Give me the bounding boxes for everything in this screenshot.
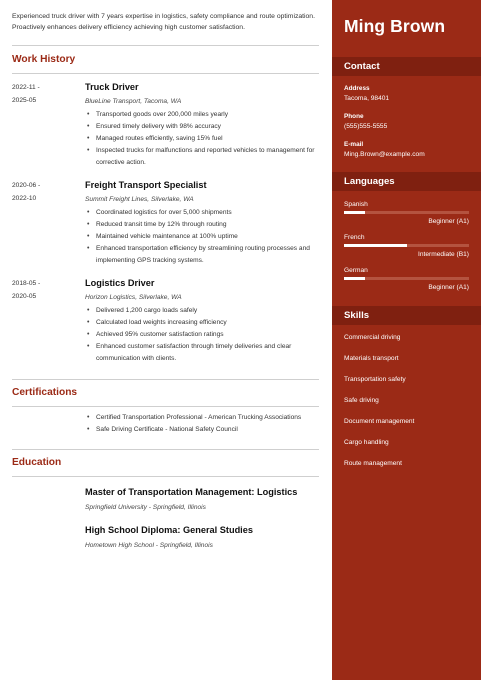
main-column	[12, 12, 319, 551]
contact-block	[332, 84, 481, 160]
languages-block	[332, 200, 481, 292]
section-title-contact: Contact	[344, 61, 380, 72]
job-entry	[12, 81, 319, 169]
section-title-education: Education	[12, 457, 62, 469]
education-school: Hometown High School - Springfield, Illinois	[85, 542, 213, 550]
education-entry	[85, 524, 319, 551]
divider	[12, 449, 319, 450]
job-bullet: • Ensured timely delivery with 98% accuracy	[85, 121, 319, 133]
job-bullets	[85, 109, 319, 169]
job-entry	[12, 277, 319, 365]
job-bullet: • Enhanced transportation efficiency by streamlining routing processes and implementing GPS tracking systems.	[85, 243, 319, 267]
sidebar	[332, 0, 481, 680]
job-bullet: • Achieved 95% customer satisfaction ratings	[85, 329, 319, 341]
candidate-name: Ming Brown	[344, 16, 446, 36]
job-company: Horizon Logistics, Silverlake, WA	[85, 294, 182, 302]
job-date-end: 2020-05	[12, 293, 37, 301]
job-company: Summit Freight Lines, Silverlake, WA	[85, 196, 194, 204]
job-dates	[12, 179, 85, 267]
language-level: Beginner (A1)	[428, 218, 469, 225]
job-date-end: 2022-10	[12, 195, 37, 203]
job-dates	[12, 277, 85, 365]
language-name: French	[344, 234, 365, 241]
certification-item: • Certified Transportation Professional - American Trucking Associations	[85, 412, 319, 424]
job-bullet: • Inspected trucks for malfunctions and reported vehicles to management for corrective action.	[85, 145, 319, 169]
section-title-work-history: Work History	[12, 54, 76, 66]
skill-item: Cargo handling	[344, 439, 389, 446]
skill-item: Commercial driving	[344, 334, 401, 341]
phone-value: (555)555-5555	[344, 123, 388, 130]
section-header-skills	[332, 306, 481, 325]
section-header-contact	[332, 57, 481, 76]
job-date-start: 2022-11 -	[12, 84, 40, 92]
job-bullet: • Managed routes efficiently, saving 15% fuel	[85, 133, 319, 145]
language-proficiency-fill	[344, 211, 365, 214]
divider	[12, 379, 319, 380]
skill-item: Safe driving	[344, 397, 379, 404]
language-proficiency-fill	[344, 277, 365, 280]
skill-item: Route management	[344, 460, 402, 467]
skill-item: Transportation safety	[344, 376, 406, 383]
job-date-end: 2025-05	[12, 97, 37, 105]
language-name: Spanish	[344, 201, 368, 208]
language-name: German	[344, 267, 368, 274]
job-bullet: • Enhanced customer satisfaction through timely deliveries and clear communication with clients.	[85, 341, 319, 365]
job-date-start: 2020-06 -	[12, 182, 41, 190]
language-proficiency-bar	[344, 211, 469, 214]
language-level: Beginner (A1)	[428, 284, 469, 291]
job-dates	[12, 81, 85, 169]
phone-label: Phone	[344, 113, 364, 120]
section-title-certifications: Certifications	[12, 387, 78, 399]
education-entry	[85, 486, 319, 513]
job-date-start: 2018-05 -	[12, 280, 41, 288]
education-degree: High School Diploma: General Studies	[85, 525, 253, 536]
certification-item: • Safe Driving Certificate - National Safety Council	[85, 424, 319, 436]
job-title: Logistics Driver	[85, 278, 155, 289]
job-title: Truck Driver	[85, 82, 139, 93]
language-level: Intermediate (B1)	[418, 251, 469, 258]
divider	[12, 406, 319, 407]
job-bullet: • Reduced transit time by 12% through routing	[85, 219, 319, 231]
job-entry	[12, 179, 319, 267]
email-label: E-mail	[344, 141, 364, 148]
job-bullet: • Delivered 1,200 cargo loads safely	[85, 305, 319, 317]
certification-list	[85, 412, 319, 436]
language-proficiency-fill	[344, 244, 407, 247]
section-title-skills: Skills	[344, 310, 370, 321]
job-bullets	[85, 207, 319, 267]
education-degree: Master of Transportation Management: Logistics	[85, 487, 298, 498]
address-label: Address	[344, 85, 370, 92]
language-entry	[332, 266, 481, 292]
divider	[12, 45, 319, 46]
divider	[12, 73, 319, 74]
language-proficiency-bar	[344, 277, 469, 280]
job-company: BlueLine Transport, Tacoma, WA	[85, 98, 182, 106]
divider	[12, 476, 319, 477]
skill-item: Document management	[344, 418, 415, 425]
email-value[interactable]: Ming.Brown@example.com	[344, 151, 425, 158]
section-header-languages	[332, 172, 481, 191]
skill-item: Materials transport	[344, 355, 399, 362]
job-bullet: • Transported goods over 200,000 miles yearly	[85, 109, 319, 121]
language-entry	[332, 200, 481, 226]
address-value: Tacoma, 98401	[344, 95, 390, 102]
job-bullet: • Calculated load weights increasing efficiency	[85, 317, 319, 329]
skills-list	[332, 333, 481, 469]
language-entry	[332, 233, 481, 259]
job-bullets	[85, 305, 319, 365]
job-bullet: • Maintained vehicle maintenance at 100% uptime	[85, 231, 319, 243]
section-title-languages: Languages	[344, 176, 395, 187]
professional-summary: Experienced truck driver with 7 years expertise in logistics, safety compliance and route optimization. Proactively enhances delivery efficiency achieving high customer satisfaction.	[12, 13, 315, 31]
job-title: Freight Transport Specialist	[85, 180, 207, 191]
language-proficiency-bar	[344, 244, 469, 247]
job-bullet: • Coordinated logistics for over 5,000 shipments	[85, 207, 319, 219]
education-school: Springfield University - Springfield, Illinois	[85, 504, 206, 512]
